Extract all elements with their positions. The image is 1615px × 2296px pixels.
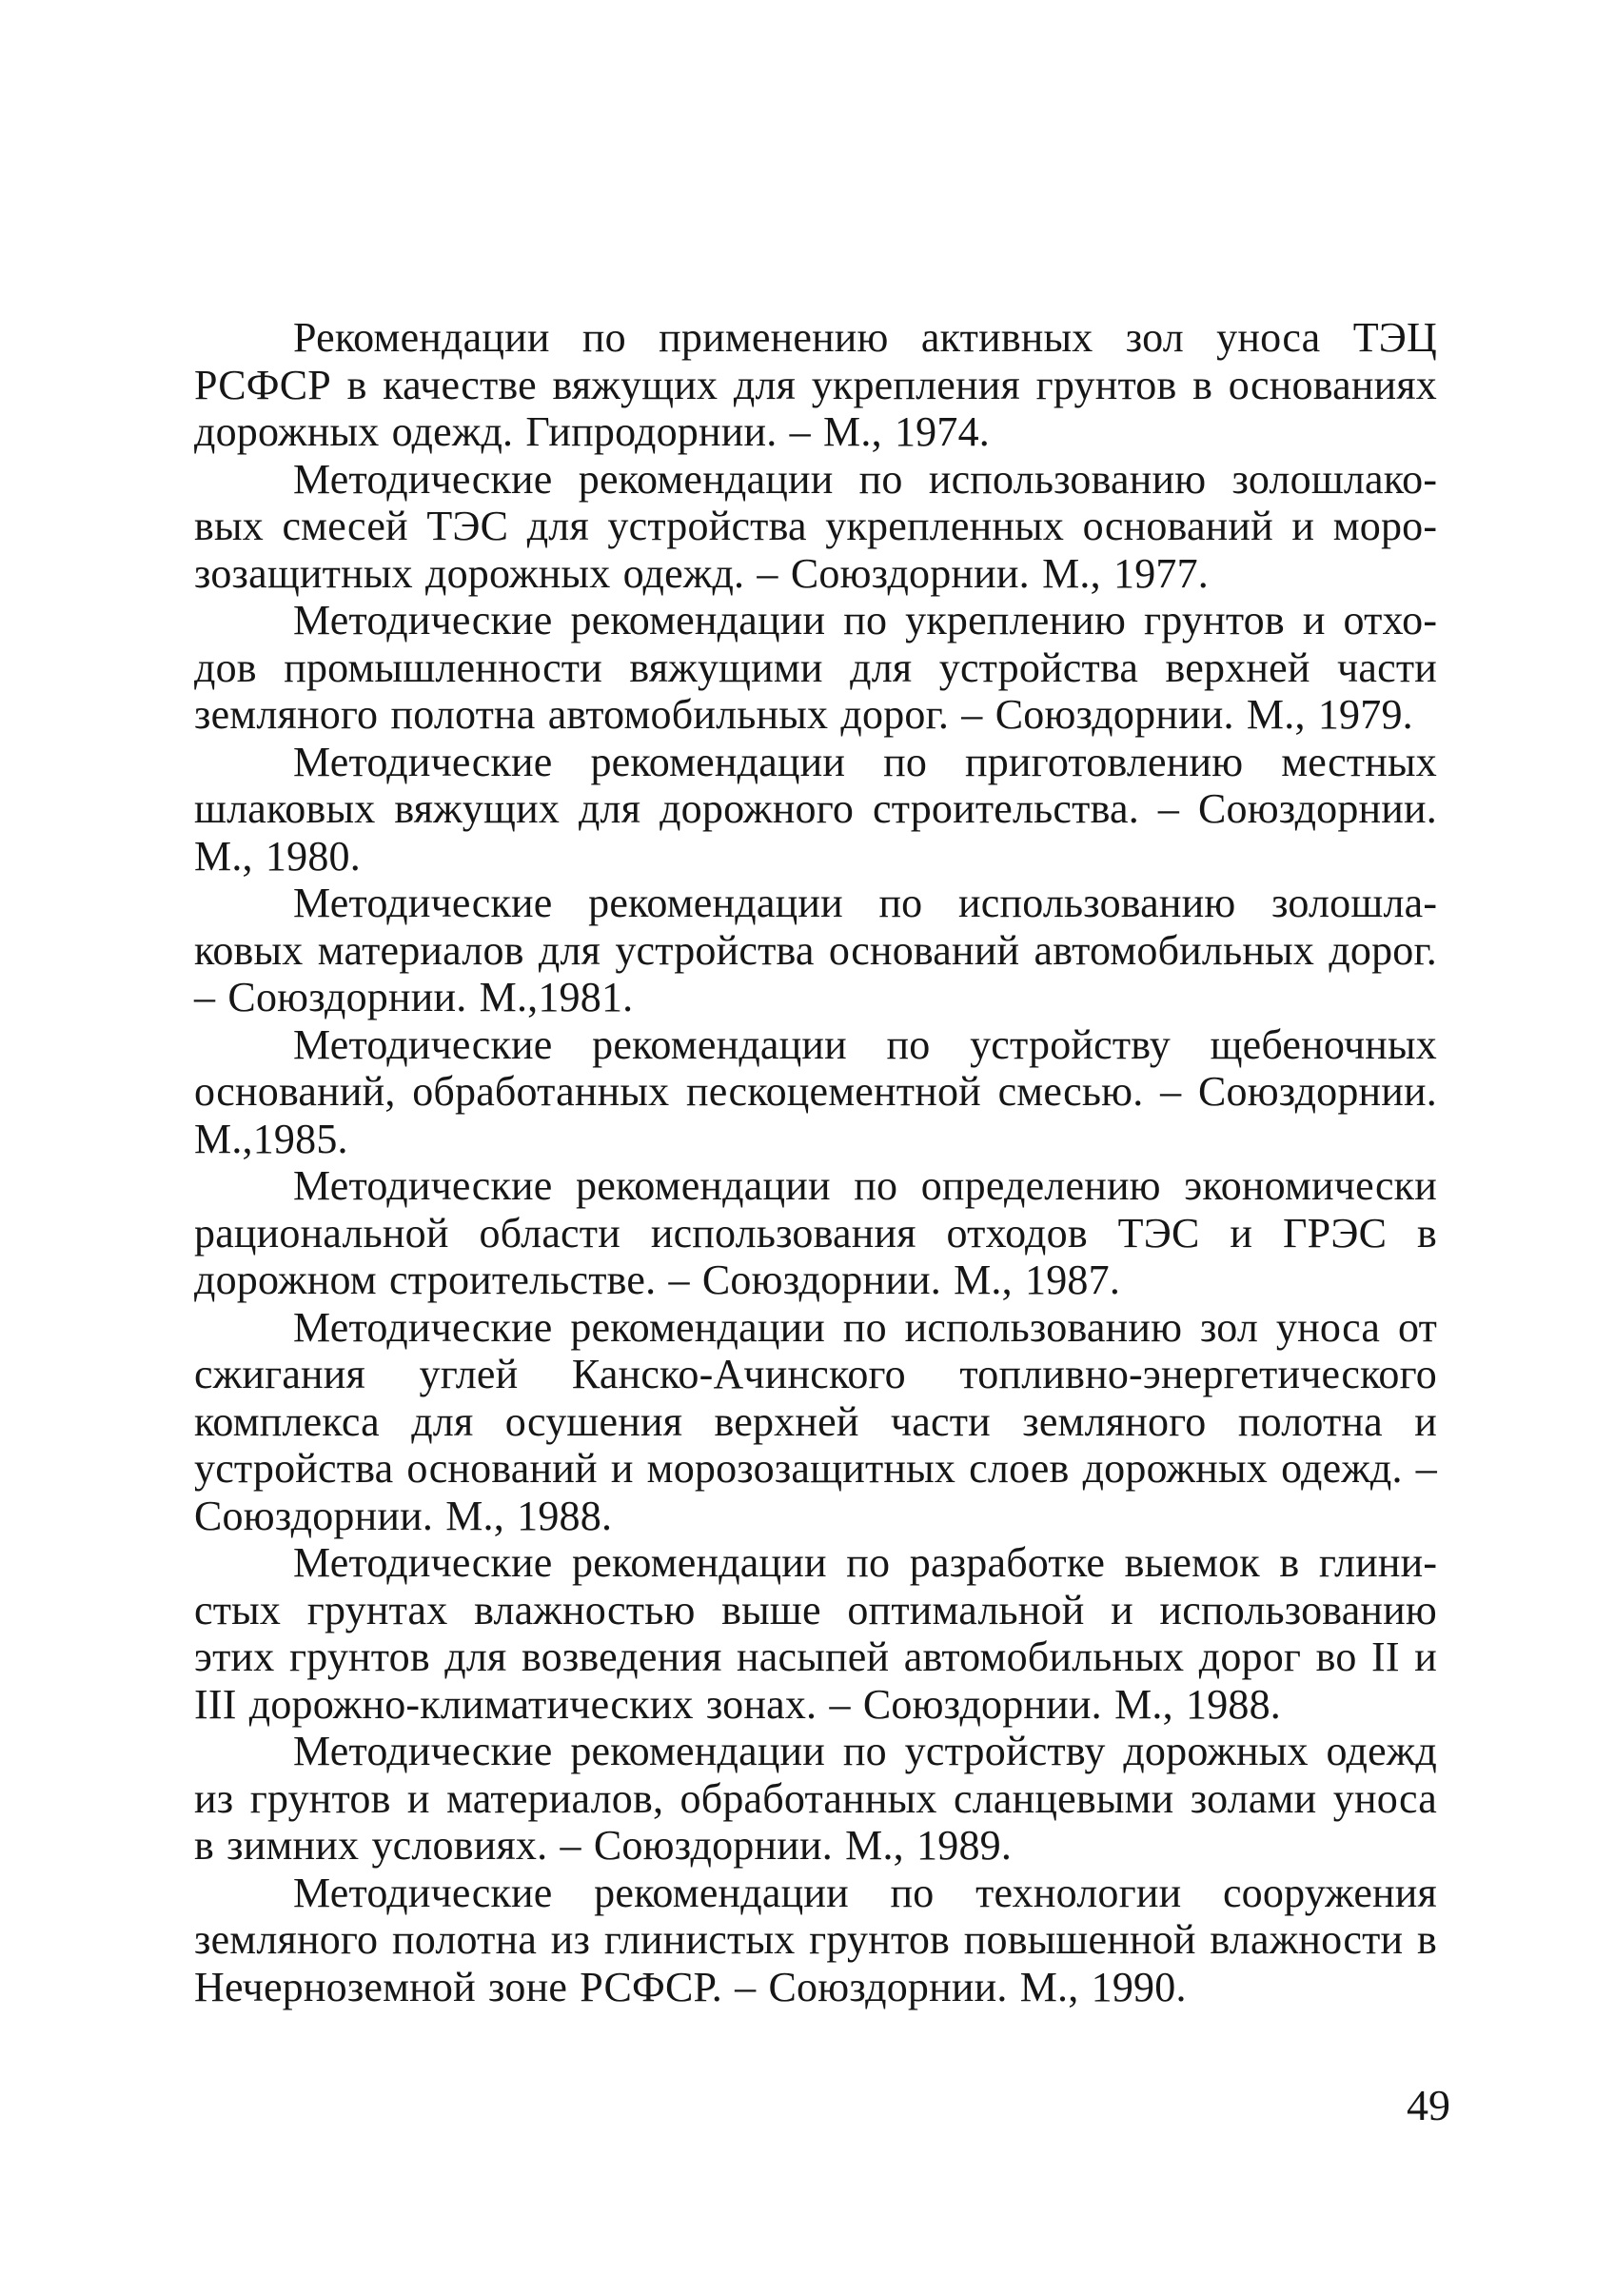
bibliography-entry: Методические рекомендации по использованию золошлаковых материалов для устройства оснований автомобильных дорог. – Союздорнии. М.,1981. bbox=[194, 880, 1437, 1020]
bibliography-entry: Методические рекомендации по использованию зол уноса от сжигания углей Канско-Ачинского топливно-энергетического комплекса для осушения верхней части земляного полотна и устройства оснований и морозозащитных слоев дорожных одежд. – Союздорнии. М., 1988. bbox=[194, 1303, 1437, 1539]
bibliography-entry: Методические рекомендации по укреплению грунтов и отходов промышленности вяжущими для устройства верхней части земляного полотна автомобильных дорог. – Союздорнии. М., 1979. bbox=[194, 597, 1437, 738]
bibliography-entry: Методические рекомендации по приготовлению местных шлаковых вяжущих для дорожного строительства. – Союздорнии. М., 1980. bbox=[194, 738, 1437, 880]
bibliography-entry: Рекомендации по применению активных зол уноса ТЭЦ РСФСР в качестве вяжущих для укрепления грунтов в основаниях дорожных одежд. Гипродорнии. – М., 1974. bbox=[194, 314, 1437, 455]
bibliography-entry: Методические рекомендации по определению экономически рациональной области использования отходов ТЭС и ГРЭС в дорожном строительстве. – Союздорнии. М., 1987. bbox=[194, 1162, 1437, 1303]
page-number: 49 bbox=[1407, 2081, 1450, 2129]
bibliography-entry: Методические рекомендации по устройству щебеночных оснований, обработанных пескоцементной смесью. – Союздорнии. М.,1985. bbox=[194, 1020, 1437, 1162]
bibliography-entry: Методические рекомендации по технологии сооружения земляного полотна из глинистых грунтов повышенной влажности в Нечерноземной зоне РСФСР. – Союздорнии. М., 1990. bbox=[194, 1869, 1437, 2010]
bibliography-list bbox=[194, 314, 1437, 2010]
bibliography-entry: Методические рекомендации по разработке выемок в глинистых грунтах влажностью выше оптимальной и использованию этих грунтов для возведения насыпей автомобильных дорог во II и III дорожно-климатических зонах. – Союздорнии. М., 1988. bbox=[194, 1539, 1437, 1728]
bibliography-entry: Методические рекомендации по использованию золошлаковых смесей ТЭС для устройства укрепленных оснований и морозозащитных дорожных одежд. – Союздорнии. М., 1977. bbox=[194, 455, 1437, 597]
bibliography-entry: Методические рекомендации по устройству дорожных одежд из грунтов и материалов, обработанных сланцевыми золами уноса в зимних условиях. – Союздорнии. М., 1989. bbox=[194, 1728, 1437, 1869]
